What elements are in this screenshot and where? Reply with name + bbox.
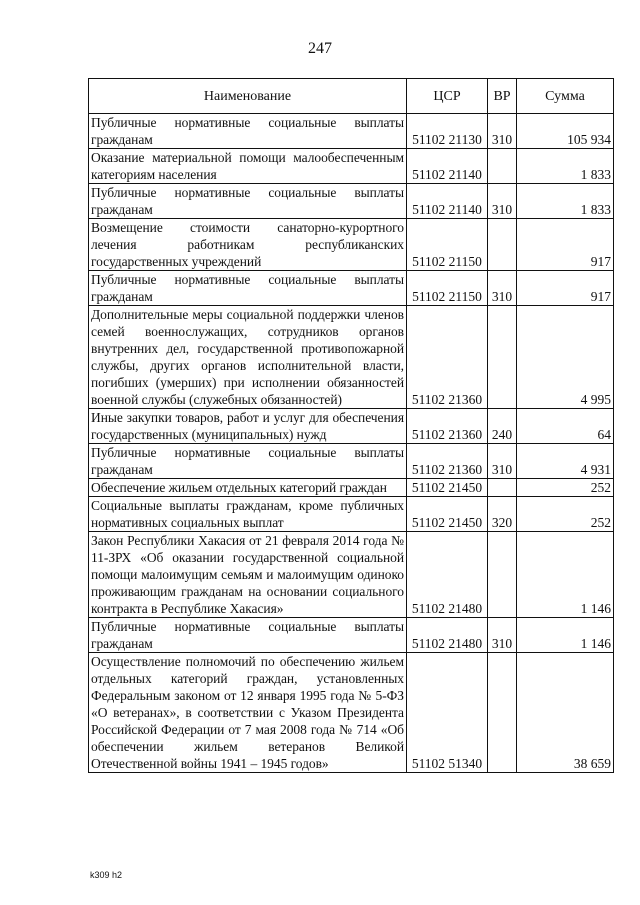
header-name: Наименование: [89, 79, 407, 114]
row-csr: 51102 21450: [407, 479, 488, 497]
page-number: 247: [308, 40, 332, 57]
header-sum: Сумма: [517, 79, 614, 114]
row-sum: 252: [517, 479, 614, 497]
row-vr: [488, 532, 517, 618]
table-row: [89, 271, 614, 306]
row-name: Социальные выплаты гражданам, кроме публичных нормативных социальных выплат: [89, 497, 407, 532]
row-csr: 51102 21480: [407, 532, 488, 618]
footer-code: k309 h2: [90, 870, 123, 880]
row-sum: 1 833: [517, 149, 614, 184]
table-row: [89, 497, 614, 532]
row-vr: 310: [488, 444, 517, 479]
row-sum: 105 934: [517, 114, 614, 149]
row-sum: 252: [517, 497, 614, 532]
row-vr: 310: [488, 271, 517, 306]
header-csr: ЦСР: [407, 79, 488, 114]
row-csr: 51102 21140: [407, 149, 488, 184]
table-row: [89, 219, 614, 271]
row-name: Закон Республики Хакасия от 21 февраля 2014 года № 11-ЗРХ «Об оказании государственной социальной помощи малоимущим семьям и малоимущим одиноко проживающим гражданам на основании социального контракта в Республике Хакасия»: [89, 532, 407, 618]
budget-table: [88, 78, 614, 773]
row-vr: [488, 479, 517, 497]
row-csr: 51102 21360: [407, 444, 488, 479]
row-vr: 320: [488, 497, 517, 532]
row-csr: 51102 21150: [407, 271, 488, 306]
row-name: Обеспечение жильем отдельных категорий граждан: [89, 479, 407, 497]
table-row: [89, 409, 614, 444]
row-name: Осуществление полномочий по обеспечению жильем отдельных категорий граждан, установленных Федеральным законом от 12 января 1995 года № 5-ФЗ «О ветеранах», в соответствии с Указом Президента Российской Федерации от 7 мая 2008 года № 714 «Об обеспечении жильем ветеранов Великой Отечественной войны 1941 – 1945 годов»: [89, 653, 407, 773]
row-csr: 51102 21150: [407, 219, 488, 271]
row-name: Публичные нормативные социальные выплаты гражданам: [89, 271, 407, 306]
row-csr: 51102 21360: [407, 409, 488, 444]
row-vr: 310: [488, 114, 517, 149]
table-row: [89, 444, 614, 479]
table-header-row: [89, 79, 614, 114]
row-vr: 310: [488, 184, 517, 219]
table-row: [89, 653, 614, 773]
row-sum: 4 931: [517, 444, 614, 479]
header-vr: ВР: [488, 79, 517, 114]
row-name: Дополнительные меры социальной поддержки членов семей военнослужащих, сотрудников органов внутренних дел, государственной противопожарной службы, других органов исполнительной власти, погибших (умерших) при исполнении обязанностей военной службы (служебных обязанностей): [89, 306, 407, 409]
row-name: Публичные нормативные социальные выплаты гражданам: [89, 114, 407, 149]
row-name: Публичные нормативные социальные выплаты гражданам: [89, 184, 407, 219]
row-csr: 51102 51340: [407, 653, 488, 773]
row-vr: 310: [488, 618, 517, 653]
row-sum: 1 146: [517, 618, 614, 653]
row-sum: 917: [517, 219, 614, 271]
row-name: Публичные нормативные социальные выплаты гражданам: [89, 618, 407, 653]
row-vr: 240: [488, 409, 517, 444]
table-row: [89, 184, 614, 219]
table-row: [89, 149, 614, 184]
row-vr: [488, 306, 517, 409]
row-vr: [488, 149, 517, 184]
row-csr: 51102 21360: [407, 306, 488, 409]
table-row: [89, 532, 614, 618]
row-vr: [488, 653, 517, 773]
table-row: [89, 306, 614, 409]
row-sum: 917: [517, 271, 614, 306]
row-csr: 51102 21450: [407, 497, 488, 532]
row-csr: 51102 21480: [407, 618, 488, 653]
row-csr: 51102 21130: [407, 114, 488, 149]
row-sum: 64: [517, 409, 614, 444]
table-row: [89, 618, 614, 653]
row-sum: 1 146: [517, 532, 614, 618]
row-vr: [488, 219, 517, 271]
row-sum: 1 833: [517, 184, 614, 219]
row-name: Возмещение стоимости санаторно-курортного лечения работникам республиканских государственных учреждений: [89, 219, 407, 271]
row-name: Иные закупки товаров, работ и услуг для обеспечения государственных (муниципальных) нужд: [89, 409, 407, 444]
row-csr: 51102 21140: [407, 184, 488, 219]
row-sum: 38 659: [517, 653, 614, 773]
table-row: [89, 479, 614, 497]
row-sum: 4 995: [517, 306, 614, 409]
row-name: Публичные нормативные социальные выплаты гражданам: [89, 444, 407, 479]
table-row: [89, 114, 614, 149]
row-name: Оказание материальной помощи малообеспеченным категориям населения: [89, 149, 407, 184]
